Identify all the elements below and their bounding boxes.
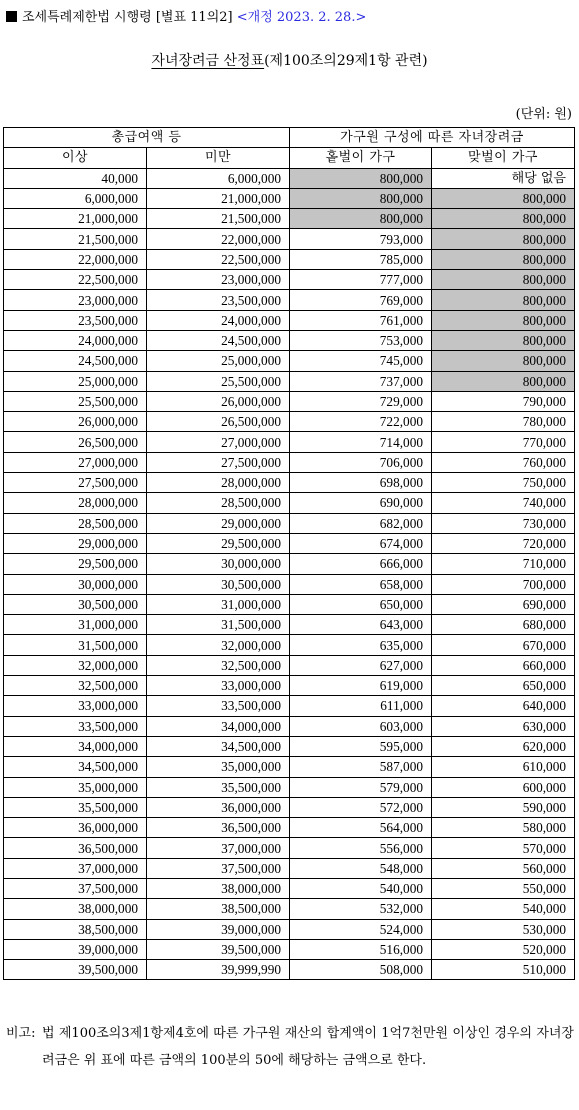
cell-single-earner-amount: 761,000 xyxy=(290,310,432,330)
cell-dual-earner-amount: 730,000 xyxy=(432,513,575,533)
cell-income-from: 38,000,000 xyxy=(4,899,147,919)
cell-single-earner-amount: 690,000 xyxy=(290,493,432,513)
cell-income-to: 38,000,000 xyxy=(147,878,290,898)
cell-income-from: 35,000,000 xyxy=(4,777,147,797)
table-row xyxy=(4,574,575,594)
cell-single-earner-amount: 627,000 xyxy=(290,655,432,675)
cell-single-earner-amount: 714,000 xyxy=(290,432,432,452)
law-reference: 조세특례제한법 시행령 [별표 11의2] xyxy=(22,10,233,25)
cell-dual-earner-amount: 800,000 xyxy=(432,249,575,269)
cell-single-earner-amount: 611,000 xyxy=(290,696,432,716)
cell-income-to: 31,500,000 xyxy=(147,615,290,635)
cell-income-to: 30,500,000 xyxy=(147,574,290,594)
table-row xyxy=(4,655,575,675)
table-row xyxy=(4,270,575,290)
cell-single-earner-amount: 603,000 xyxy=(290,716,432,736)
table-row xyxy=(4,615,575,635)
table-row xyxy=(4,696,575,716)
cell-income-to: 26,000,000 xyxy=(147,391,290,411)
cell-income-from: 38,500,000 xyxy=(4,919,147,939)
cell-dual-earner-amount: 650,000 xyxy=(432,676,575,696)
cell-income-from: 24,500,000 xyxy=(4,351,147,371)
square-bullet-icon xyxy=(6,11,17,22)
table-row xyxy=(4,635,575,655)
cell-income-from: 31,000,000 xyxy=(4,615,147,635)
cell-single-earner-amount: 564,000 xyxy=(290,818,432,838)
cell-income-from: 22,500,000 xyxy=(4,270,147,290)
cell-income-from: 21,500,000 xyxy=(4,229,147,249)
cell-dual-earner-amount: 610,000 xyxy=(432,757,575,777)
note-label: 비고: xyxy=(6,1026,36,1041)
cell-dual-earner-amount: 700,000 xyxy=(432,574,575,594)
cell-income-from: 31,500,000 xyxy=(4,635,147,655)
child-credit-table xyxy=(3,127,575,980)
note-section xyxy=(6,1020,574,1074)
cell-single-earner-amount: 800,000 xyxy=(290,188,432,208)
cell-income-to: 23,000,000 xyxy=(147,270,290,290)
cell-income-to: 39,500,000 xyxy=(147,939,290,959)
cell-dual-earner-amount: 540,000 xyxy=(432,899,575,919)
col-header-to: 미만 xyxy=(147,148,290,168)
cell-income-to: 28,500,000 xyxy=(147,493,290,513)
table-body xyxy=(4,168,575,980)
cell-income-to: 36,500,000 xyxy=(147,818,290,838)
cell-income-from: 27,000,000 xyxy=(4,452,147,472)
cell-dual-earner-amount: 690,000 xyxy=(432,594,575,614)
cell-single-earner-amount: 540,000 xyxy=(290,878,432,898)
cell-income-to: 31,000,000 xyxy=(147,594,290,614)
cell-income-from: 26,500,000 xyxy=(4,432,147,452)
cell-income-from: 24,000,000 xyxy=(4,330,147,350)
cell-income-from: 32,500,000 xyxy=(4,676,147,696)
cell-income-from: 34,500,000 xyxy=(4,757,147,777)
cell-income-to: 38,500,000 xyxy=(147,899,290,919)
cell-dual-earner-amount: 600,000 xyxy=(432,777,575,797)
cell-dual-earner-amount: 800,000 xyxy=(432,330,575,350)
table-row xyxy=(4,209,575,229)
table-row xyxy=(4,676,575,696)
cell-income-from: 32,000,000 xyxy=(4,655,147,675)
cell-income-to: 34,500,000 xyxy=(147,736,290,756)
col-header-from: 이상 xyxy=(4,148,147,168)
cell-dual-earner-amount: 550,000 xyxy=(432,878,575,898)
table-row xyxy=(4,168,575,188)
cell-single-earner-amount: 595,000 xyxy=(290,736,432,756)
table-row xyxy=(4,899,575,919)
cell-dual-earner-amount: 해당 없음 xyxy=(432,168,575,188)
cell-income-to: 21,500,000 xyxy=(147,209,290,229)
group-header-income: 총급여액 등 xyxy=(4,128,290,148)
cell-income-to: 24,500,000 xyxy=(147,330,290,350)
cell-income-to: 39,000,000 xyxy=(147,919,290,939)
cell-single-earner-amount: 643,000 xyxy=(290,615,432,635)
cell-single-earner-amount: 674,000 xyxy=(290,533,432,553)
cell-single-earner-amount: 737,000 xyxy=(290,371,432,391)
cell-dual-earner-amount: 570,000 xyxy=(432,838,575,858)
cell-single-earner-amount: 745,000 xyxy=(290,351,432,371)
cell-income-to: 36,000,000 xyxy=(147,797,290,817)
cell-single-earner-amount: 698,000 xyxy=(290,473,432,493)
cell-dual-earner-amount: 800,000 xyxy=(432,310,575,330)
table-row xyxy=(4,960,575,980)
cell-income-from: 29,000,000 xyxy=(4,533,147,553)
cell-income-from: 29,500,000 xyxy=(4,554,147,574)
cell-single-earner-amount: 666,000 xyxy=(290,554,432,574)
cell-single-earner-amount: 579,000 xyxy=(290,777,432,797)
cell-single-earner-amount: 722,000 xyxy=(290,412,432,432)
cell-income-to: 29,500,000 xyxy=(147,533,290,553)
cell-single-earner-amount: 729,000 xyxy=(290,391,432,411)
amendment-date-link[interactable]: <개정 2023. 2. 28.> xyxy=(236,10,367,25)
cell-single-earner-amount: 524,000 xyxy=(290,919,432,939)
cell-income-to: 23,500,000 xyxy=(147,290,290,310)
cell-dual-earner-amount: 790,000 xyxy=(432,391,575,411)
cell-dual-earner-amount: 750,000 xyxy=(432,473,575,493)
group-header-household: 가구원 구성에 따른 자녀장려금 xyxy=(290,128,575,148)
cell-single-earner-amount: 556,000 xyxy=(290,838,432,858)
table-row xyxy=(4,432,575,452)
cell-dual-earner-amount: 640,000 xyxy=(432,696,575,716)
cell-single-earner-amount: 706,000 xyxy=(290,452,432,472)
table-row xyxy=(4,290,575,310)
cell-single-earner-amount: 548,000 xyxy=(290,858,432,878)
cell-income-from: 34,000,000 xyxy=(4,736,147,756)
table-row xyxy=(4,716,575,736)
cell-dual-earner-amount: 680,000 xyxy=(432,615,575,635)
cell-dual-earner-amount: 800,000 xyxy=(432,270,575,290)
table-row xyxy=(4,310,575,330)
cell-income-from: 6,000,000 xyxy=(4,188,147,208)
table-row xyxy=(4,371,575,391)
cell-single-earner-amount: 516,000 xyxy=(290,939,432,959)
cell-single-earner-amount: 777,000 xyxy=(290,270,432,290)
cell-income-to: 30,000,000 xyxy=(147,554,290,574)
cell-dual-earner-amount: 660,000 xyxy=(432,655,575,675)
cell-single-earner-amount: 769,000 xyxy=(290,290,432,310)
cell-dual-earner-amount: 800,000 xyxy=(432,229,575,249)
cell-dual-earner-amount: 530,000 xyxy=(432,919,575,939)
cell-single-earner-amount: 800,000 xyxy=(290,168,432,188)
cell-single-earner-amount: 532,000 xyxy=(290,899,432,919)
cell-income-to: 6,000,000 xyxy=(147,168,290,188)
cell-income-to: 37,000,000 xyxy=(147,838,290,858)
table-row xyxy=(4,493,575,513)
cell-single-earner-amount: 635,000 xyxy=(290,635,432,655)
cell-income-to: 27,500,000 xyxy=(147,452,290,472)
cell-dual-earner-amount: 520,000 xyxy=(432,939,575,959)
cell-income-from: 23,500,000 xyxy=(4,310,147,330)
table-row xyxy=(4,919,575,939)
table-row xyxy=(4,249,575,269)
cell-single-earner-amount: 785,000 xyxy=(290,249,432,269)
table-row xyxy=(4,554,575,574)
cell-income-to: 32,000,000 xyxy=(147,635,290,655)
table-row xyxy=(4,452,575,472)
cell-dual-earner-amount: 620,000 xyxy=(432,736,575,756)
col-header-single-earner: 홑벌이 가구 xyxy=(290,148,432,168)
note-text: 법 제100조의3제1항제4호에 따른 가구원 재산의 합계액이 1억7천만원 이상인 경우의 자녀장려금은 위 표에 따른 금액의 100분의 50에 해당하는 금액으로 한다. xyxy=(42,1026,574,1068)
cell-income-from: 22,000,000 xyxy=(4,249,147,269)
cell-single-earner-amount: 658,000 xyxy=(290,574,432,594)
cell-income-from: 37,500,000 xyxy=(4,878,147,898)
cell-dual-earner-amount: 800,000 xyxy=(432,209,575,229)
cell-single-earner-amount: 753,000 xyxy=(290,330,432,350)
cell-income-to: 25,000,000 xyxy=(147,351,290,371)
cell-income-from: 28,000,000 xyxy=(4,493,147,513)
table-row xyxy=(4,513,575,533)
cell-income-to: 33,500,000 xyxy=(147,696,290,716)
cell-dual-earner-amount: 510,000 xyxy=(432,960,575,980)
cell-single-earner-amount: 800,000 xyxy=(290,209,432,229)
cell-dual-earner-amount: 800,000 xyxy=(432,351,575,371)
cell-income-to: 29,000,000 xyxy=(147,513,290,533)
cell-dual-earner-amount: 710,000 xyxy=(432,554,575,574)
title-sub: (제100조의29제1항 관련) xyxy=(264,53,428,69)
table-row xyxy=(4,473,575,493)
cell-income-from: 25,000,000 xyxy=(4,371,147,391)
cell-single-earner-amount: 587,000 xyxy=(290,757,432,777)
table-row xyxy=(4,412,575,432)
table-row xyxy=(4,594,575,614)
cell-dual-earner-amount: 590,000 xyxy=(432,797,575,817)
cell-income-from: 26,000,000 xyxy=(4,412,147,432)
cell-dual-earner-amount: 760,000 xyxy=(432,452,575,472)
page-title xyxy=(0,50,579,70)
cell-dual-earner-amount: 670,000 xyxy=(432,635,575,655)
cell-income-from: 27,500,000 xyxy=(4,473,147,493)
table-row xyxy=(4,818,575,838)
table-group-header-row xyxy=(4,128,575,148)
cell-income-to: 39,999,990 xyxy=(147,960,290,980)
col-header-dual-earner: 맞벌이 가구 xyxy=(432,148,575,168)
cell-income-from: 21,000,000 xyxy=(4,209,147,229)
cell-income-to: 22,000,000 xyxy=(147,229,290,249)
cell-income-from: 36,000,000 xyxy=(4,818,147,838)
cell-dual-earner-amount: 580,000 xyxy=(432,818,575,838)
cell-income-to: 35,000,000 xyxy=(147,757,290,777)
table-row xyxy=(4,391,575,411)
table-row xyxy=(4,878,575,898)
table-row xyxy=(4,757,575,777)
cell-dual-earner-amount: 630,000 xyxy=(432,716,575,736)
cell-single-earner-amount: 619,000 xyxy=(290,676,432,696)
cell-dual-earner-amount: 740,000 xyxy=(432,493,575,513)
cell-income-to: 21,000,000 xyxy=(147,188,290,208)
cell-dual-earner-amount: 800,000 xyxy=(432,371,575,391)
table-row xyxy=(4,229,575,249)
cell-income-to: 22,500,000 xyxy=(147,249,290,269)
table-row xyxy=(4,777,575,797)
cell-income-to: 25,500,000 xyxy=(147,371,290,391)
cell-income-to: 24,000,000 xyxy=(147,310,290,330)
cell-income-from: 33,500,000 xyxy=(4,716,147,736)
cell-income-from: 36,500,000 xyxy=(4,838,147,858)
table-row xyxy=(4,797,575,817)
cell-dual-earner-amount: 560,000 xyxy=(432,858,575,878)
table-row xyxy=(4,533,575,553)
cell-dual-earner-amount: 720,000 xyxy=(432,533,575,553)
cell-income-to: 28,000,000 xyxy=(147,473,290,493)
title-main: 자녀장려금 산정표 xyxy=(151,53,265,69)
cell-income-to: 33,000,000 xyxy=(147,676,290,696)
table-row xyxy=(4,939,575,959)
cell-single-earner-amount: 650,000 xyxy=(290,594,432,614)
cell-single-earner-amount: 793,000 xyxy=(290,229,432,249)
cell-dual-earner-amount: 800,000 xyxy=(432,188,575,208)
cell-income-from: 23,000,000 xyxy=(4,290,147,310)
cell-income-from: 30,000,000 xyxy=(4,574,147,594)
table-column-header-row xyxy=(4,148,575,168)
cell-single-earner-amount: 572,000 xyxy=(290,797,432,817)
cell-single-earner-amount: 682,000 xyxy=(290,513,432,533)
table-row xyxy=(4,188,575,208)
cell-income-from: 39,500,000 xyxy=(4,960,147,980)
cell-income-to: 26,500,000 xyxy=(147,412,290,432)
cell-income-to: 34,000,000 xyxy=(147,716,290,736)
cell-dual-earner-amount: 800,000 xyxy=(432,290,575,310)
cell-income-from: 30,500,000 xyxy=(4,594,147,614)
cell-income-to: 35,500,000 xyxy=(147,777,290,797)
cell-income-from: 40,000 xyxy=(4,168,147,188)
cell-income-from: 28,500,000 xyxy=(4,513,147,533)
cell-income-from: 35,500,000 xyxy=(4,797,147,817)
table-row xyxy=(4,858,575,878)
cell-income-from: 39,000,000 xyxy=(4,939,147,959)
table-row xyxy=(4,838,575,858)
law-reference-header xyxy=(6,6,366,25)
cell-income-to: 27,000,000 xyxy=(147,432,290,452)
cell-income-from: 37,000,000 xyxy=(4,858,147,878)
table-row xyxy=(4,330,575,350)
cell-dual-earner-amount: 780,000 xyxy=(432,412,575,432)
cell-income-to: 32,500,000 xyxy=(147,655,290,675)
cell-income-from: 33,000,000 xyxy=(4,696,147,716)
table-row xyxy=(4,351,575,371)
unit-label: (단위: 원) xyxy=(515,107,572,122)
cell-single-earner-amount: 508,000 xyxy=(290,960,432,980)
table-row xyxy=(4,736,575,756)
cell-dual-earner-amount: 770,000 xyxy=(432,432,575,452)
cell-income-to: 37,500,000 xyxy=(147,858,290,878)
cell-income-from: 25,500,000 xyxy=(4,391,147,411)
